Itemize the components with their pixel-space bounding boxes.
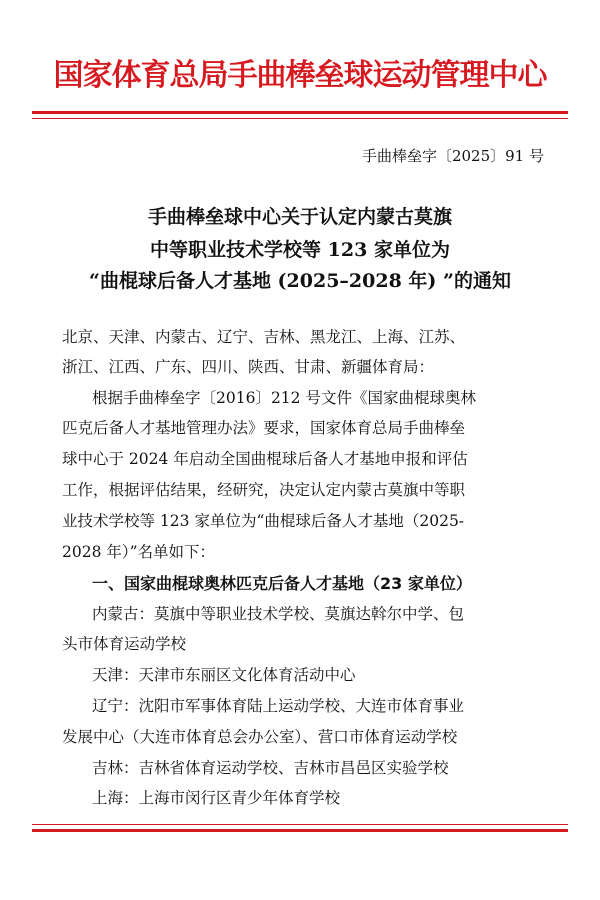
body-paragraph-line-1: 根据手曲棒垒字〔2016〕212 号文件《国家曲棍球奥林 [92,389,476,407]
entry-neimenggu-line-2: 头市体育运动学校 [62,635,187,653]
body-paragraph-line-2: 匹克后备人才基地管理办法》要求，国家体育总局手曲棒垒 [62,419,466,437]
entry-shanghai: 上海：上海市闵行区青少年体育学校 [92,789,341,807]
masthead-title: 国家体育总局手曲棒垒球运动管理中心 [53,58,547,93]
entry-jilin: 吉林：吉林省体育运动学校、吉林市昌邑区实验学校 [92,759,449,777]
body-paragraph-line-4: 工作，根据评估结果，经研究，决定认定内蒙古莫旗中等职 [62,481,466,499]
entry-tianjin: 天津：天津市东丽区文化体育活动中心 [92,666,356,684]
entry-liaoning-line-1: 辽宁：沈阳市军事体育陆上运动学校、大连市体育事业 [92,697,465,715]
masthead-red-rule-thick [32,111,568,114]
recipients-line-2: 浙江、江西、广东、四川、陕西、甘肃、新疆体育局： [62,358,435,376]
masthead-red-rule-thin [32,118,568,119]
footer-red-rule-thick [32,829,568,832]
title-line-1: 手曲棒垒球中心关于认定内蒙古莫旗 [147,206,452,228]
recipients-line-1: 北京、天津、内蒙古、辽宁、吉林、黑龙江、上海、江苏、 [62,328,466,346]
entry-neimenggu-line-1: 内蒙古：莫旗中等职业技术学校、莫旗达斡尔中学、包 [92,605,465,623]
title-line-3: “曲棍球后备人才基地 (2025–2028 年) ”的通知 [89,270,511,292]
title-line-2: 中等职业技术学校等 123 家单位为 [150,239,450,261]
body-paragraph-line-3: 球中心于 2024 年启动全国曲棍球后备人才基地申报和评估 [62,450,468,468]
document-number: 手曲棒垒字〔2025〕91 号 [361,147,544,165]
footer-red-rule-thin [32,824,568,825]
section-1-heading: 一、国家曲棍球奥林匹克后备人才基地（23 家单位） [92,574,472,593]
entry-liaoning-line-2: 发展中心（大连市体育总会办公室）、营口市体育运动学校 [62,728,458,746]
body-paragraph-line-5: 业技术学校等 123 家单位为“曲棍球后备人才基地（2025- [62,512,465,530]
body-paragraph-line-6: 2028 年）”名单如下： [62,543,216,561]
